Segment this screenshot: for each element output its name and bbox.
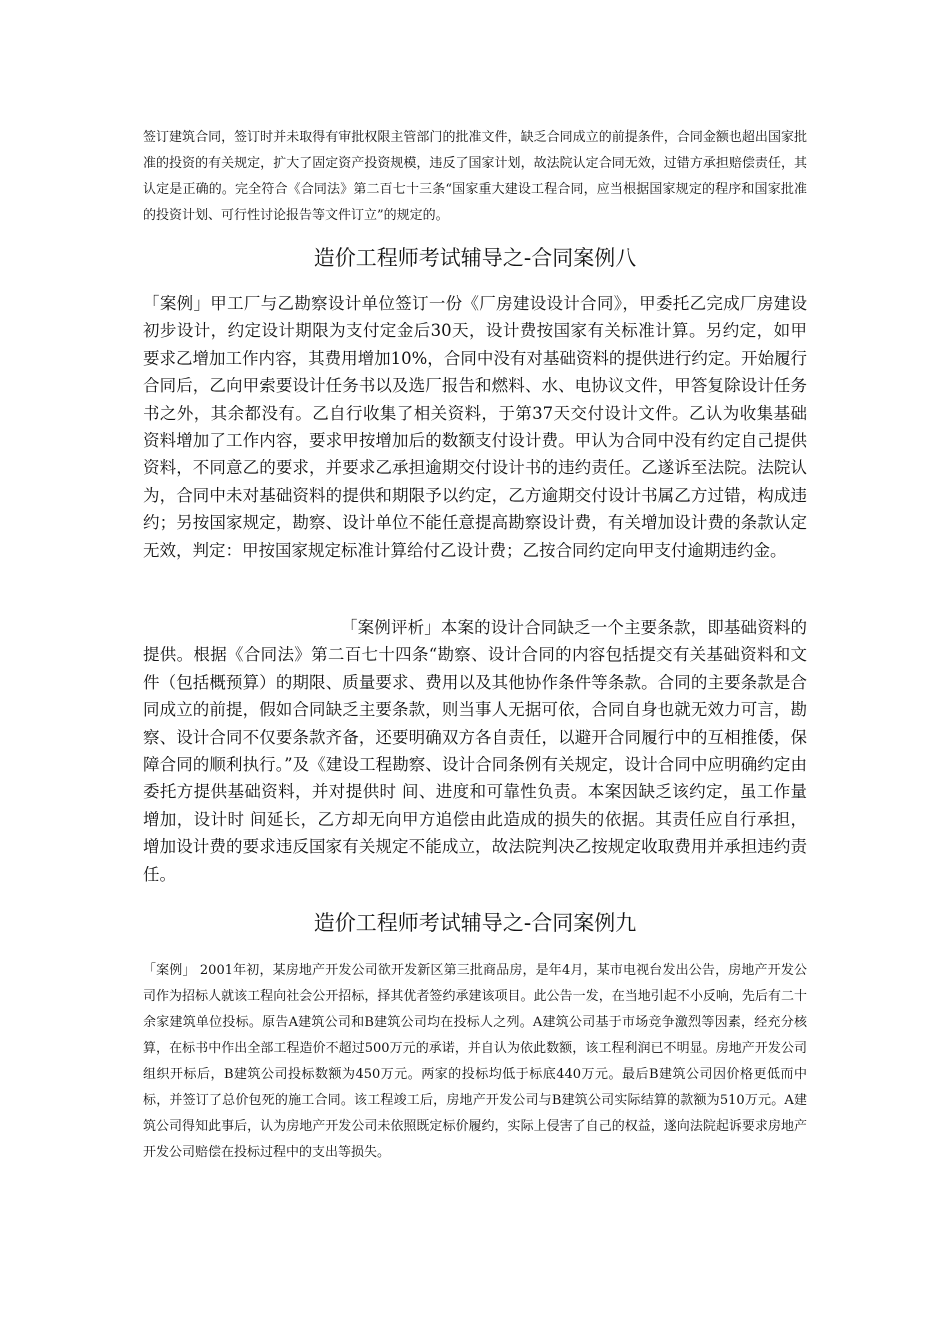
section-8-title: 造价工程师考试辅导之-合同案例八 bbox=[313, 246, 637, 270]
section-9-title: 造价工程师考试辅导之-合同案例九 bbox=[313, 911, 637, 935]
section-9-case-paragraph: 「案例」 2001年初，某房地产开发公司欲开发新区第三批商品房，是年4月，某市电视台发出公告，房地产开发公司作为招标人就该工程向社会公开招标，择其优者签约承建该项目。此公告一发，在当地引起不小反响，先后有二十余家建筑单位投标。原告A建筑公司和B建筑公司均在投标人之列。A建筑公司基于市场竞争激烈等因素，经充分核算，在标书中作出全部工程造价不超过500万元的承诺，并自认为依此数额，该工程利润已不明显。房地产开发公司组织开标后，B建筑公司投标数额为450万元。两家的投标均低于标底440万元。最后B建筑公司因价格更低而中标，并签订了总价包死的施工合同。该工程竣工后，房地产开发公司与B建筑公司实际结算的款额为510万元。A建筑公司得知此事后，认为房地产开发公司未依照既定标价履约，实际上侵害了自己的权益，遂向法院起诉要求房地产开发公司赔偿在投标过程中的支出等损失。 bbox=[143, 963, 807, 1160]
section-8-case-paragraph: 「案例」甲工厂与乙勘察设计单位签订一份《厂房建设设计合同》，甲委托乙完成厂房建设初步设计，约定设计期限为支付定金后30天，设计费按国家有关标准计算。另约定，如甲要求乙增加工作内容，其费用增加10%，合同中没有对基础资料的提供进行约定。开始履行合同后，乙向甲索要设计任务书以及选厂报告和燃料、水、电协议文件，甲答复除设计任务书之外，其余都没有。乙自行收集了相关资料，于第37天交付设计文件。乙认为收集基础资料增加了工作内容，要求甲按增加后的数额支付设计费。甲认为合同中没有约定自己提供资料，不同意乙的要求，并要求乙承担逾期交付设计书的违约责任。乙遂诉至法院。法院认为，合同中未对基础资料的提供和期限予以约定，乙方逾期交付设计书属乙方过错，构成违约；另按国家规定，勘察、设计单位不能任意提高勘察设计费，有关增加设计费的条款认定无效，判定：甲按国家规定标准计算给付乙设计费；乙按合同约定向甲支付逾期违约金。 bbox=[143, 294, 807, 560]
intro-paragraph: 签订建筑合同，签订时并未取得有审批权限主管部门的批准文件，缺乏合同成立的前提条件，合同金额也超出国家批准的投资的有关规定，扩大了固定资产投资规模，违反了国家计划，故法院认定合同无效，过错方承担赔偿责任，其认定是正确的。完全符合《合同法》第二百七十三条“国家重大建设工程合同，应当根据国家规定的程序和国家批准的投资计划、可行性讨论报告等文件订立”的规定的。 bbox=[143, 130, 807, 223]
section-8-analysis-paragraph: 「案例评析」本案的设计合同缺乏一个主要条款，即基础资料的提供。根据《合同法》第二百七十四条“勘察、设计合同的内容包括提交有关基础资料和文件（包括概预算）的期限、质量要求、费用以及其他协作条件等条款。合同的主要条款是合同成立的前提，假如合同缺乏主要条款，则当事人无据可依，合同自身也就无效力可言，勘察、设计合同不仅要条款齐备，还要明确双方各自责任，以避开合同履行中的互相推倭，保障合同的顺利执行。”及《建设工程勘察、设计合同条例有关规定，设计合同中应明确约定由委托方提供基础资料，并对提供时 间、进度和可靠性负责。本案因缺乏该约定，虽工作量增加，设计时 间延长，乙方却无向甲方追偿由此造成的损失的依据。其责任应自行承担，增加设计费的要求违反国家有关规定不能成立，故法院判决乙按规定收取费用并承担违约责任。 bbox=[143, 618, 807, 884]
